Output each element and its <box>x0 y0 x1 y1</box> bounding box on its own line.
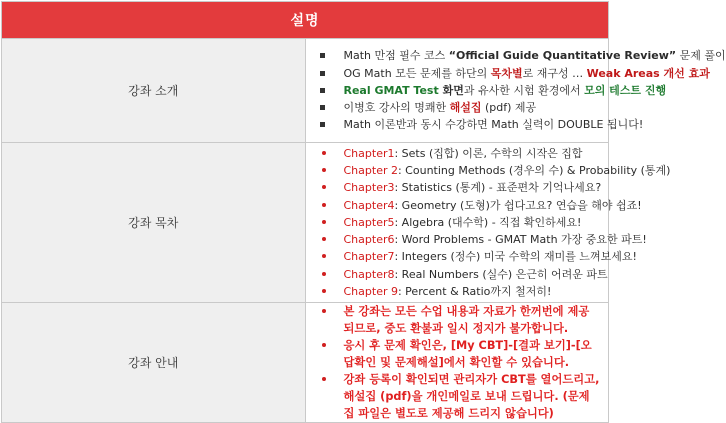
chapter-item: Chapter1: Sets (집합) 이론, 수학의 시작은 집합 <box>306 145 605 162</box>
notice-item: 응시 후 문제 확인은, [My CBT]-[결과 보기]-[오답확인 및 문제해설]에서 확인할 수 있습니다. <box>306 337 605 371</box>
notice-label: 강좌 안내 <box>2 303 306 423</box>
chapter-item: Chapter4: Geometry (도형)가 쉽다고요? 연습을 해야 쉽죠! <box>306 197 605 214</box>
toc-row <box>2 143 609 303</box>
intro-item: 이병호 강사의 명쾌한 해설집 (pdf) 제공 <box>306 99 605 116</box>
intro-list <box>306 47 726 133</box>
notice-item: 강좌 등록이 확인되면 관리자가 CBT를 열어드리고, 해설집 (pdf)을 개인메일로 보내 드립니다. (문제집 파일은 별도로 제공해 드리지 않습니다) <box>306 371 605 422</box>
table-header: 설명 <box>2 2 609 39</box>
chapter-item: Chapter 2: Counting Methods (경우의 수) & Probability (통계) <box>306 162 605 179</box>
notice-list <box>306 303 609 422</box>
toc-label: 강좌 목차 <box>2 143 306 303</box>
notice-item: 본 강좌는 모든 수업 내용과 자료가 한꺼번에 제공되므로, 중도 환불과 일시 정지가 불가합니다. <box>306 303 605 337</box>
chapter-item: Chapter5: Algebra (대수학) - 직접 확인하세요! <box>306 214 605 231</box>
course-info-table <box>1 1 726 423</box>
intro-item: Math 이론반과 동시 수강하면 Math 실력이 DOUBLE 됩니다! <box>306 116 605 133</box>
chapter-item: Chapter3: Statistics (통계) - 표준편차 기억나세요? <box>306 179 605 196</box>
intro-label: 강좌 소개 <box>2 39 306 143</box>
toc-list <box>306 145 671 301</box>
chapter-item: Chapter 9: Percent & Ratio까지 철저히! <box>306 283 605 300</box>
intro-row <box>2 39 609 143</box>
chapter-item: Chapter8: Real Numbers (실수) 은근히 어려운 파트 <box>306 266 605 283</box>
intro-item: OG Math 모든 문제를 하단의 목차별로 재구성 … Weak Areas 개선 효과 <box>306 65 605 82</box>
intro-item: Math 만점 필수 코스 “Official Guide Quantitative Review” 문제 풀이 <box>306 47 605 64</box>
chapter-item: Chapter7: Integers (정수) 미국 수학의 재미를 느껴보세요! <box>306 248 605 265</box>
notice-row <box>2 303 609 423</box>
intro-item: Real GMAT Test 화면과 유사한 시험 환경에서 모의 테스트 진행 <box>306 82 605 99</box>
chapter-item: Chapter6: Word Problems - GMAT Math 가장 중요한 파트! <box>306 231 605 248</box>
